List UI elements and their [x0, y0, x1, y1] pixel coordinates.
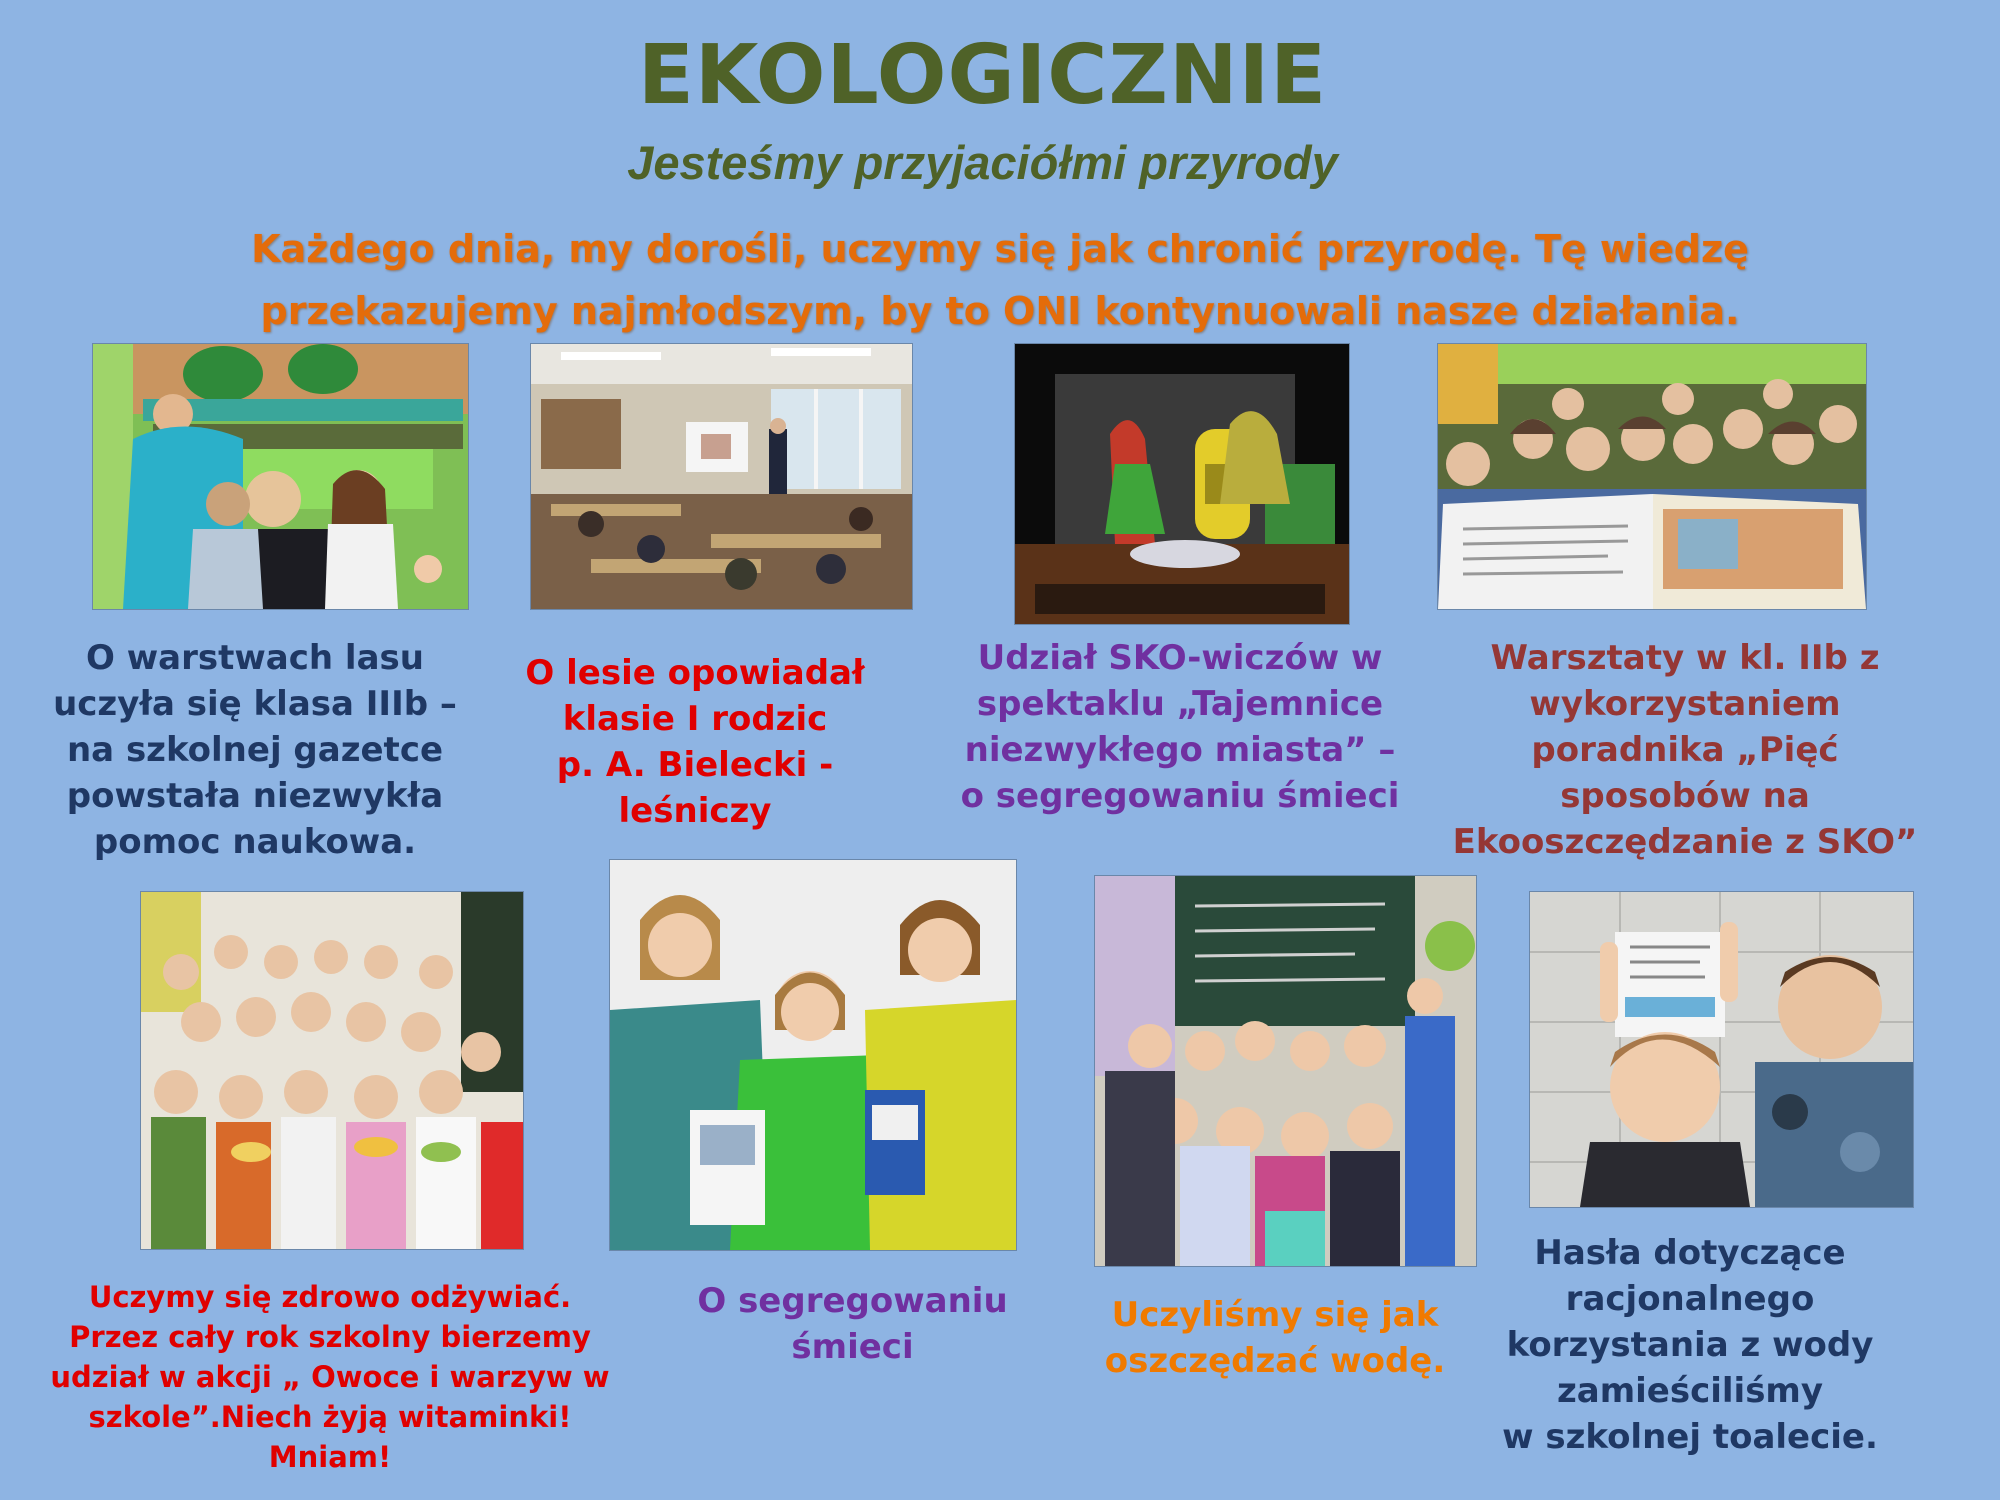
- photo-girls-recycling-bags: [610, 860, 1016, 1250]
- photo-classroom-presentation: [531, 344, 912, 609]
- photo-boys-toilet-poster: [1530, 892, 1913, 1207]
- page-subtitle: Jesteśmy przyjaciółmi przyrody: [627, 136, 1338, 189]
- photo-class-at-blackboard: [1095, 876, 1476, 1266]
- photo-stage-play: [1015, 344, 1349, 624]
- caption-forester-talk: O lesie opowiadał klasie I rodzic p. A. Bielecki - leśniczy: [525, 653, 865, 831]
- photo-forest-layers: [93, 344, 468, 609]
- photo-children-healthy-food: [141, 892, 523, 1249]
- caption-toilet-slogans: Hasła dotyczące racjonalnego korzystania z wody zamieściliśmy w szkolnej toalecie.: [1502, 1233, 1878, 1457]
- caption-healthy-food: Uczymy się zdrowo odżywiać. Przez cały rok szkolny bierzemy udział w akcji „ Owoce i warzyw w szkole”.Niech żyją witaminki! Mniam!: [50, 1280, 610, 1474]
- caption-stage-play: Udział SKO-wiczów w spektaklu „Tajemnice niezwykłego miasta” – o segregowaniu śmieci: [960, 638, 1400, 816]
- caption-saving-water: Uczyliśmy się jak oszczędzać wodę.: [1104, 1295, 1446, 1381]
- caption-waste-sorting: O segregowaniu śmieci: [697, 1281, 1008, 1367]
- caption-eco-workshop: Warsztaty w kl. IIb z wykorzystaniem poradnika „Pięć sposobów na Ekooszczędzanie z SKO”: [1452, 638, 1918, 862]
- photo-children-with-book: [1438, 344, 1866, 609]
- caption-forest-layers: O warstwach lasu uczyła się klasa IIIb – na szkolnej gazetce powstała niezwykła pomoc naukowa.: [53, 638, 457, 862]
- page-title: EKOLOGICZNIE: [637, 28, 1328, 123]
- intro-text: Każdego dnia, my dorośli, uczymy się jak chronić przyrodę. Tę wiedzę przekazujemy najmłodszym, by to ONI kontynuowali nasze działania.: [251, 227, 1749, 333]
